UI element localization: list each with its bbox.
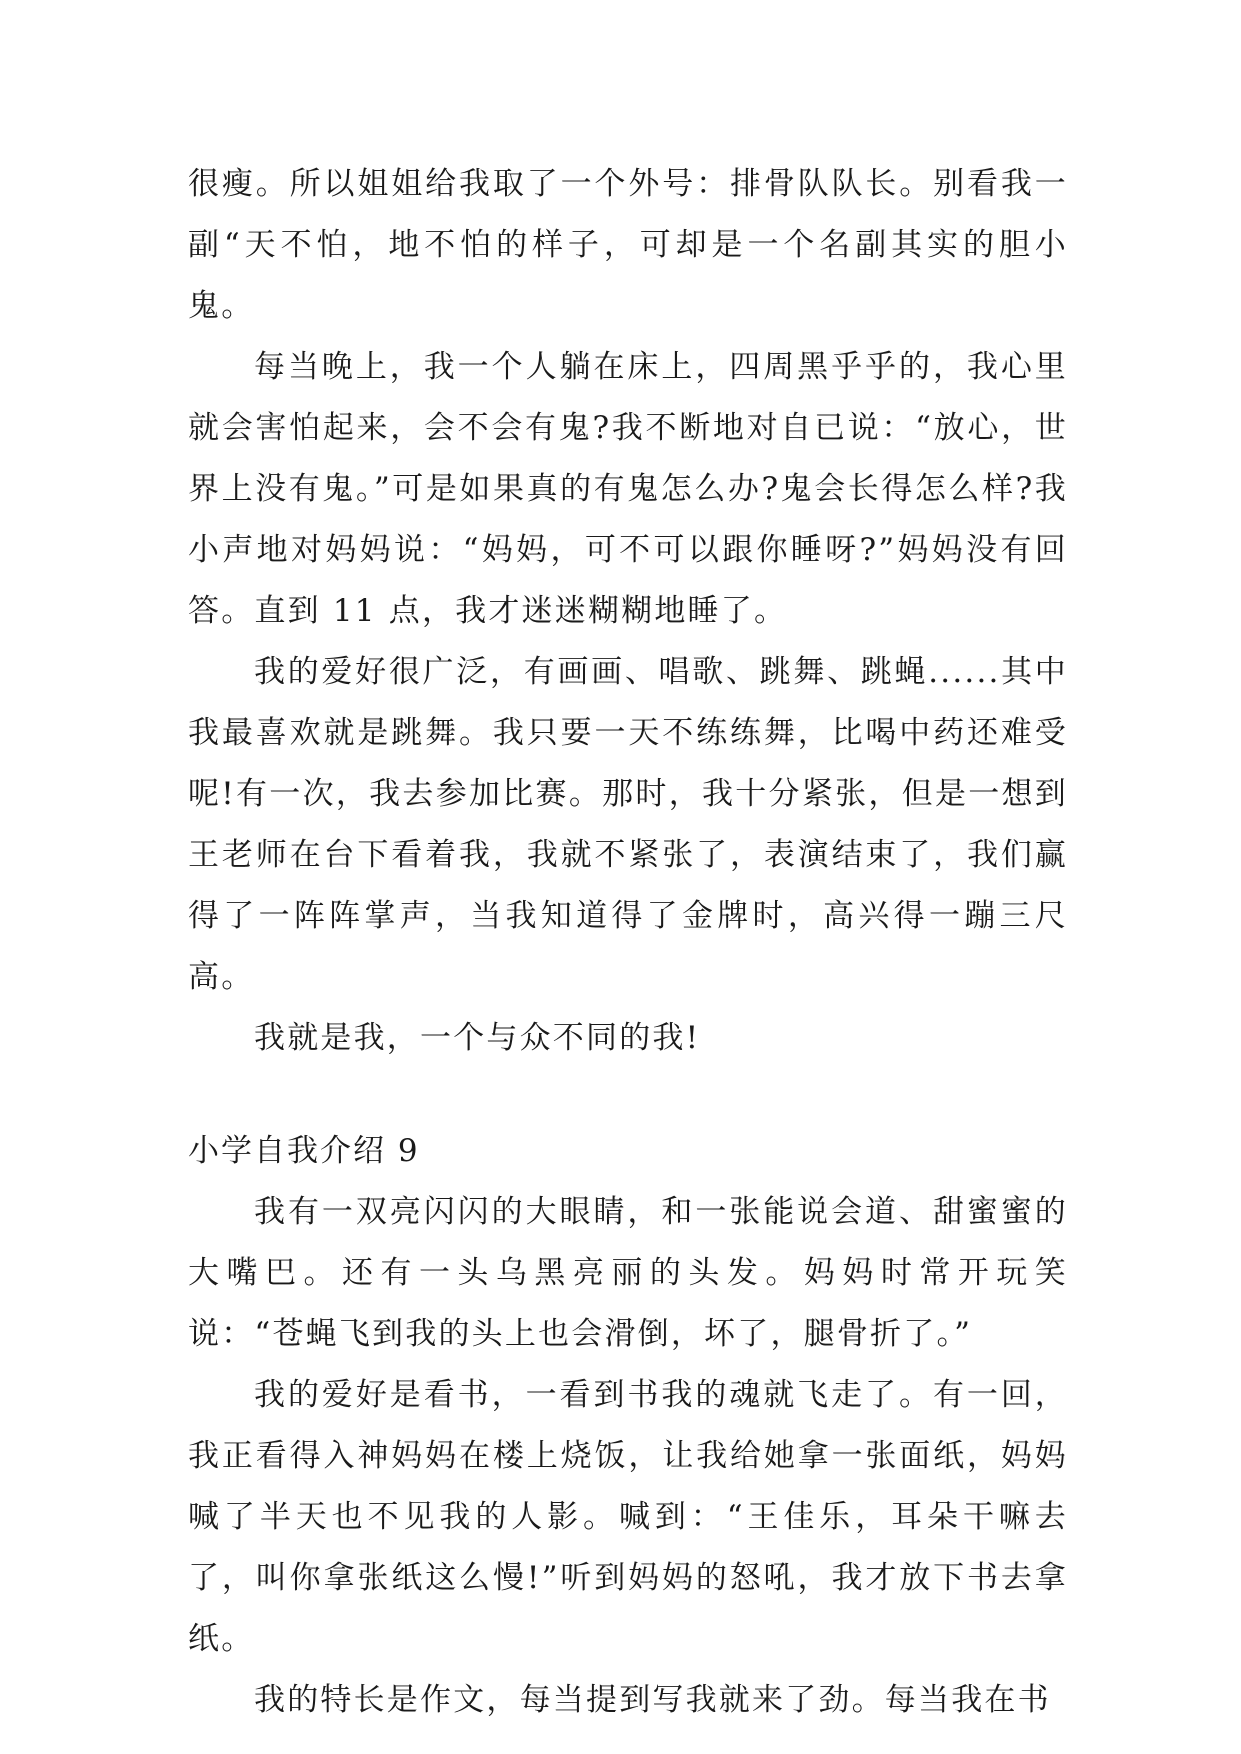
paragraph-reading-hobby: 我的爱好是看书，一看到书我的魂就飞走了。有一回，我正看得入神妈妈在楼上烧饭，让我给她拿一张面纸，妈妈喊了半天也不见我的人影。喊到：“王佳乐，耳朵干嘛去了，叫你拿张纸这么慢!”听到妈妈的怒吼，我才放下书去拿纸。 [188, 1377, 1068, 1657]
paragraph-continuation: 很瘦。所以姐姐给我取了一个外号：排骨队队长。别看我一副“天不怕，地不怕的样子，可却是一个名副其实的胆小鬼。 [188, 166, 1068, 324]
paragraph-hobbies-dance: 我的爱好很广泛，有画画、唱歌、跳舞、跳蝇......其中我最喜欢就是跳舞。我只要一天不练练舞，比喝中药还难受呢!有一次，我去参加比赛。那时，我十分紧张，但是一想到王老师在台下看着我，我就不紧张了，表演结束了，我们赢得了一阵阵掌声，当我知道得了金牌时，高兴得一蹦三尺高。 [188, 654, 1068, 995]
paragraph-conclusion: 我就是我，一个与众不同的我! [254, 1020, 701, 1056]
document-body [188, 154, 1068, 1731]
paragraph-appearance: 我有一双亮闪闪的大眼睛，和一张能说会道、甜蜜蜜的大嘴巴。还有一头乌黑亮丽的头发。妈妈时常开玩笑说：“苍蝇飞到我的头上也会滑倒，坏了，腿骨折了。” [188, 1194, 1068, 1352]
paragraph-writing-specialty: 我的特长是作文，每当提到写我就来了劲。每当我在书 [254, 1682, 1051, 1718]
paragraph-night-fear: 每当晚上，我一个人躺在床上，四周黑乎乎的，我心里就会害怕起来，会不会有鬼?我不断地对自已说：“放心，世界上没有鬼。”可是如果真的有鬼怎么办?鬼会长得怎么样?我小声地对妈妈说：“妈妈，可不可以跟你睡呀?”妈妈没有回答。直到 11 点，我才迷迷糊糊地睡了。 [188, 349, 1068, 629]
section-spacer [188, 1069, 1068, 1121]
section-title: 小学自我介绍 9 [188, 1133, 420, 1169]
